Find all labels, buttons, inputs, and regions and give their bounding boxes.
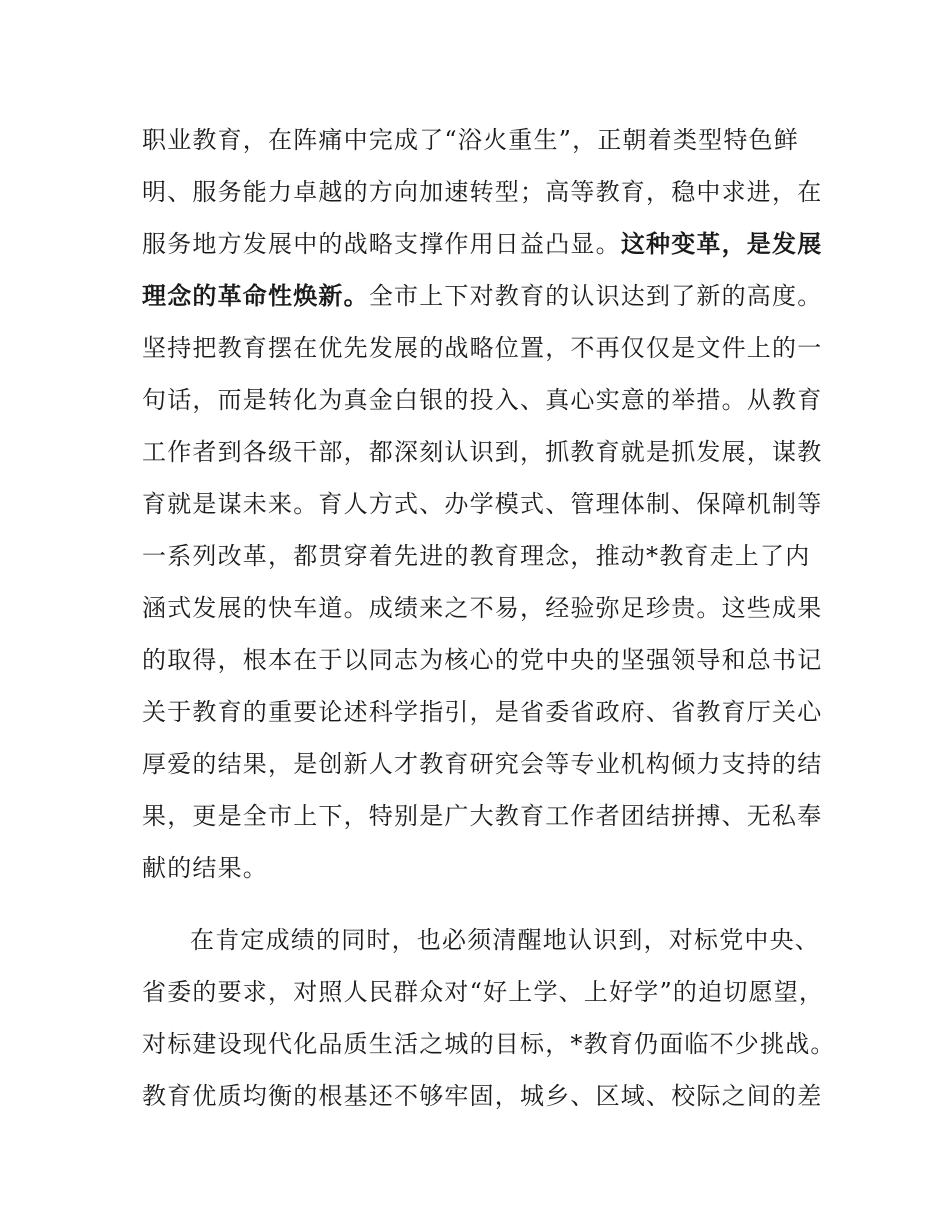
text-line: 一系列改革，都贯穿着先进的教育理念，推动*教育走上了内 [142,542,811,570]
bold-text-span: 理念的革命性焕新。 [142,282,369,310]
text-line: 关于教育的重要论述科学指引，是省委省政府、省教育厅关心 [142,698,823,726]
text-line: 在肯定成绩的同时，也必须清醒地认识到，对标党中央、 [190,926,820,954]
text-line: 坚持把教育摆在优先发展的战略位置，不再仅仅是文件上的一 [142,334,823,362]
text-line: 献的结果。 [142,854,268,882]
text-line: 职业教育，在阵痛中完成了“浴火重生”，正朝着类型特色鲜 [142,126,799,154]
text-line: 厚爱的结果，是创新人才教育研究会等专业机构倾力支持的结 [142,750,823,778]
text-line: 涵式发展的快车道。成绩来之不易，经验弥足珍贵。这些成果 [142,594,823,622]
bold-text-span: 这种变革，是发展 [620,230,823,258]
text-line: 教育优质均衡的根基还不够牢固，城乡、区域、校际之间的差 [142,1082,823,1110]
text-span: 全市上下对教育的认识达到了新的高度。 [368,282,823,310]
text-line: 明、服务能力卓越的方向加速转型；高等教育，稳中求进，在 [142,178,823,206]
text-line: 省委的要求，对照人民群众对“好上学、上好学”的迫切愿望， [142,978,825,1006]
text-line: 对标建设现代化品质生活之城的目标，*教育仍面临不少挑战。 [142,1030,836,1058]
text-line: 句话，而是转化为真金白银的投入、真心实意的举措。从教育 [142,386,823,414]
text-line: 工作者到各级干部，都深刻认识到，抓教育就是抓发展，谋教 [142,438,823,466]
text-line: 果，更是全市上下，特别是广大教育工作者团结拼搏、无私奉 [142,802,823,830]
text-line: 的取得，根本在于以同志为核心的党中央的坚强领导和总书记 [142,646,823,674]
text-span: 服务地方发展中的战略支撑作用日益凸显。 [142,230,621,258]
text-line [142,228,822,260]
text-line [142,280,822,312]
text-line: 育就是谋未来。育人方式、办学模式、管理体制、保障机制等 [142,490,823,518]
